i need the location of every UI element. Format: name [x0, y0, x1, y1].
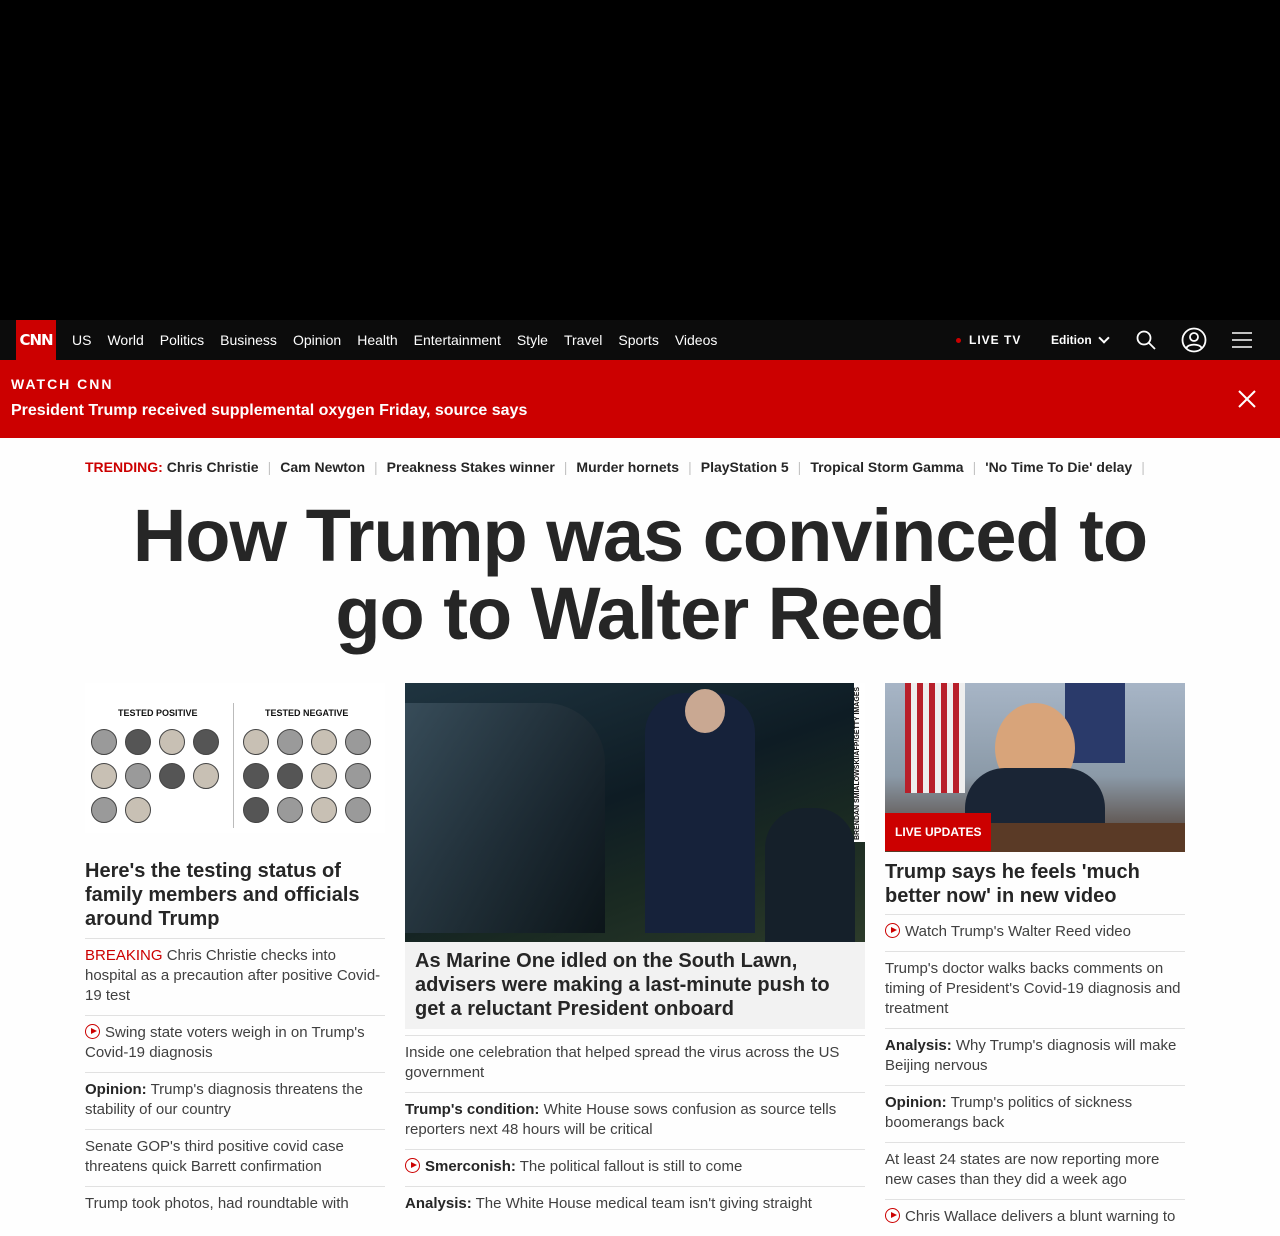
live-dot-icon: [956, 338, 961, 343]
nav-link-us[interactable]: US: [72, 332, 92, 348]
list-item-text: Why Trump's diagnosis will make Beijing nervous: [885, 1037, 1177, 1074]
person-photo: [345, 797, 371, 823]
list-item-text: Chris Christie checks into hospital as a precaution after positive Covid-19 test: [85, 947, 381, 1004]
divider: |: [1141, 459, 1145, 475]
nav-link-business[interactable]: Business: [220, 332, 277, 348]
person-photo: [125, 729, 151, 755]
divider: |: [267, 459, 272, 475]
lead-headline-box[interactable]: [405, 942, 865, 1029]
list-item-prefix: Analysis:: [405, 1195, 472, 1212]
trending-label: TRENDING:: [85, 459, 163, 475]
person-head: [685, 689, 725, 733]
list-item-prefix: Trump's condition:: [405, 1101, 540, 1118]
photo-credit: BRENDAN SMIALOWSKI/AFP/GETTY IMAGES: [854, 683, 865, 842]
nav-link-politics[interactable]: Politics: [159, 332, 205, 348]
person-photo: [277, 797, 303, 823]
nav-link-entertainment[interactable]: Entertainment: [413, 332, 501, 348]
person-photo: [125, 763, 151, 789]
person-photo: [159, 763, 185, 789]
tested-negative-label: TESTED NEGATIVE: [265, 708, 349, 718]
left-column: [85, 683, 385, 1223]
flag-shape: [905, 683, 965, 793]
positive-faces: [91, 729, 227, 823]
person-photo: [243, 797, 269, 823]
divider: |: [563, 459, 568, 475]
person-photo: [159, 729, 185, 755]
watch-cnn-label: WATCH CNN: [11, 376, 114, 392]
person-photo: [277, 729, 303, 755]
person-photo: [193, 763, 219, 789]
right-headline[interactable]: Trump says he feels 'much better now' in new video: [885, 861, 1140, 907]
list-item-text: At least 24 states are now reporting more new cases than they did a week ago: [885, 1151, 1160, 1188]
play-video-icon: [885, 923, 900, 938]
person-photo: [125, 797, 151, 823]
list-item[interactable]: [405, 1035, 865, 1092]
nav-link-world[interactable]: World: [107, 332, 144, 348]
cnn-logo[interactable]: CNN: [16, 320, 56, 360]
nav-link-videos[interactable]: Videos: [674, 332, 718, 348]
person-photo: [311, 729, 337, 755]
list-item[interactable]: [885, 914, 1185, 951]
nav-link-sports[interactable]: Sports: [618, 332, 659, 348]
divider: |: [797, 459, 802, 475]
trending-item[interactable]: Murder hornets: [576, 459, 680, 475]
testing-status-graphic[interactable]: [85, 683, 385, 833]
tested-positive-label: TESTED POSITIVE: [118, 708, 198, 718]
trending-bar: [85, 459, 1185, 475]
person-photo: [345, 763, 371, 789]
person-photo: [311, 763, 337, 789]
list-item-prefix: Opinion:: [885, 1094, 947, 1111]
list-item-text: The political fallout is still to come: [519, 1158, 743, 1175]
lead-story-photo[interactable]: [405, 683, 865, 942]
nav-link-style[interactable]: Style: [516, 332, 548, 348]
person-photo: [243, 729, 269, 755]
person-silhouette: [765, 808, 855, 942]
play-video-icon: [85, 1024, 100, 1039]
lead-headline[interactable]: As Marine One idled on the South Lawn, advisers were making a last-minute push to get a reluctant President onboard: [415, 950, 830, 1020]
breaking-label: BREAKING: [85, 947, 163, 964]
divider: |: [374, 459, 378, 475]
list-item-text: Trump's politics of sickness boomerangs back: [885, 1094, 1133, 1131]
trending-item[interactable]: 'No Time To Die' delay: [985, 459, 1133, 475]
middle-column: [405, 683, 865, 1223]
person-photo: [91, 729, 117, 755]
list-item-text: Trump's diagnosis threatens the stability of our country: [85, 1081, 363, 1118]
hero-headline[interactable]: How Trump was convinced to go to Walter Reed: [132, 494, 1148, 655]
right-column: [885, 683, 1185, 1236]
trending-item[interactable]: Tropical Storm Gamma: [810, 459, 964, 475]
ad-area: [0, 0, 1280, 320]
trump-video-thumbnail[interactable]: [885, 683, 1185, 852]
edition-dropdown[interactable]: [1051, 320, 1108, 360]
list-item[interactable]: [85, 1186, 385, 1223]
marine-one-shape: [405, 703, 605, 933]
list-item-text: Watch Trump's Walter Reed video: [905, 923, 1131, 940]
list-item[interactable]: [85, 1072, 385, 1129]
chevron-down-icon: [1098, 332, 1109, 343]
list-item-prefix: Analysis:: [885, 1037, 952, 1054]
list-item-text: White House sows confusion as source tells reporters next 48 hours will be critical: [405, 1101, 837, 1138]
list-item[interactable]: [85, 938, 385, 1015]
list-item[interactable]: [85, 1015, 385, 1072]
close-icon[interactable]: [1236, 388, 1258, 410]
list-item-text: Senate GOP's third positive covid case threatens quick Barrett confirmation: [85, 1138, 344, 1175]
person-photo: [345, 729, 371, 755]
search-icon[interactable]: [1134, 328, 1158, 352]
play-video-icon: [885, 1208, 900, 1223]
list-item-text: Chris Wallace delivers a blunt warning to: [905, 1208, 1176, 1225]
top-navigation: [0, 320, 1280, 360]
trending-item[interactable]: Chris Christie: [166, 459, 259, 475]
play-video-icon: [405, 1158, 420, 1173]
nav-link-health[interactable]: Health: [357, 332, 398, 348]
person-photo: [91, 763, 117, 789]
live-tv-button[interactable]: [956, 320, 1021, 360]
list-item-text: Trump's doctor walks backs comments on timing of President's Covid-19 diagnosis and treatment: [885, 960, 1181, 1017]
divider: |: [688, 459, 692, 475]
person-photo: [277, 763, 303, 789]
divider: |: [972, 459, 977, 475]
list-item[interactable]: [885, 1085, 1185, 1142]
list-item-text: Inside one celebration that helped spread the virus across the US government: [405, 1044, 840, 1081]
nav-link-travel[interactable]: Travel: [563, 332, 603, 348]
nav-link-opinion[interactable]: Opinion: [292, 332, 342, 348]
list-item-prefix: Opinion:: [85, 1081, 147, 1098]
list-item[interactable]: [405, 1186, 865, 1223]
list-item-text: The White House medical team isn't giving straight: [475, 1195, 812, 1212]
edition-label: Edition: [1051, 333, 1092, 347]
live-tv-label: LIVE TV: [969, 333, 1022, 347]
list-item-prefix: Smerconish:: [425, 1158, 516, 1175]
list-item[interactable]: [405, 1149, 865, 1186]
watch-cnn-banner[interactable]: [0, 360, 1280, 438]
trending-item[interactable]: Cam Newton: [280, 459, 366, 475]
left-headline[interactable]: Here's the testing status of family members and officials around Trump: [85, 860, 360, 930]
list-item[interactable]: [885, 951, 1185, 1028]
list-item[interactable]: [885, 1028, 1185, 1085]
list-item[interactable]: [885, 1142, 1185, 1199]
watch-cnn-headline[interactable]: President Trump received supplemental oxygen Friday, source says: [11, 402, 528, 419]
list-item[interactable]: [405, 1092, 865, 1149]
nav-links: [64, 320, 725, 360]
list-item-text: Swing state voters weigh in on Trump's Covid-19 diagnosis: [85, 1024, 365, 1061]
person-photo: [91, 797, 117, 823]
person-photo: [243, 763, 269, 789]
list-item[interactable]: [885, 1199, 1185, 1236]
live-updates-badge[interactable]: LIVE UPDATES: [885, 813, 991, 851]
list-item-text: Trump took photos, had roundtable with: [85, 1195, 349, 1212]
trending-item[interactable]: Preakness Stakes winner: [386, 459, 555, 475]
person-photo: [193, 729, 219, 755]
graphic-divider: [233, 703, 234, 828]
hamburger-menu-icon[interactable]: [1230, 328, 1254, 352]
user-account-icon[interactable]: [1181, 327, 1207, 353]
list-item[interactable]: [85, 1129, 385, 1186]
person-photo: [311, 797, 337, 823]
trending-item[interactable]: PlayStation 5: [700, 459, 789, 475]
negative-faces: [243, 729, 379, 823]
